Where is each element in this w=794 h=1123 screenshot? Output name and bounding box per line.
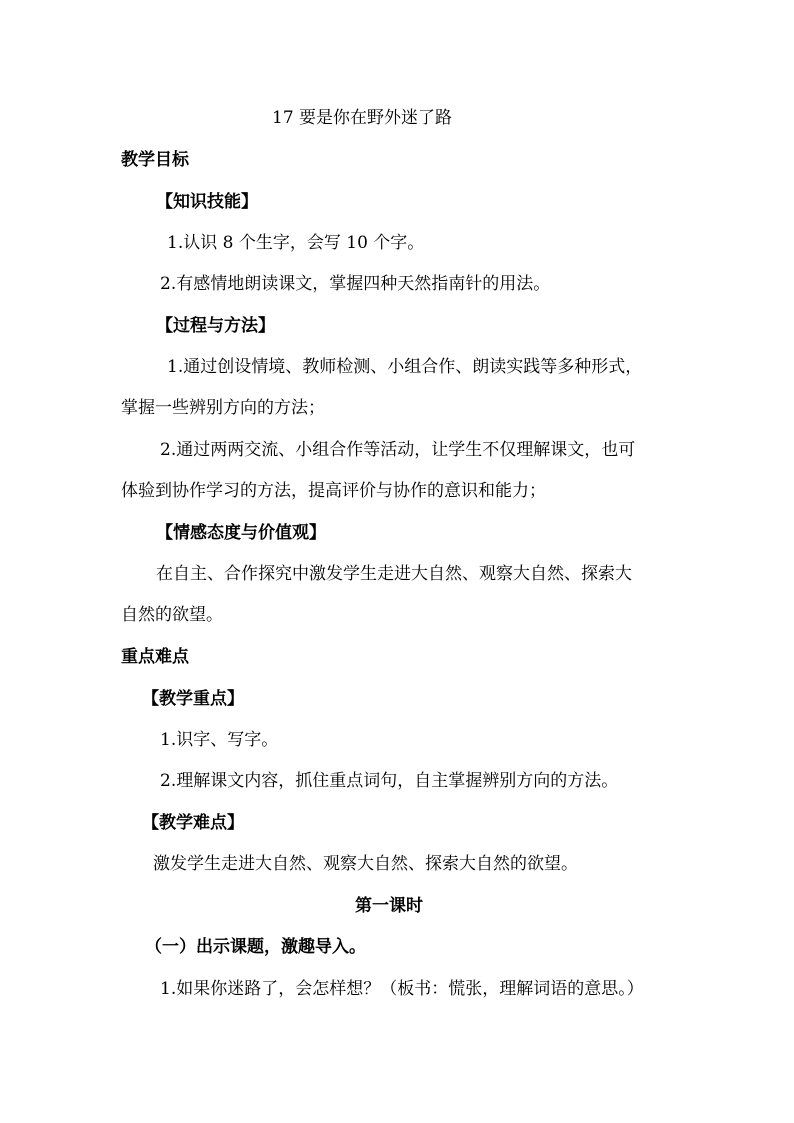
focus-item-2: 2.理解课文内容，抓住重点词句，自主掌握辨别方向的方法。 (160, 771, 619, 791)
subheading-process: 【过程与方法】 (156, 316, 275, 336)
lesson-step-1-heading: （一）出示课题，激趣导入。 (145, 937, 366, 957)
emotion-line-2: 自然的欲望。 (121, 605, 223, 625)
section-heading-objectives: 教学目标 (121, 150, 189, 170)
process-item-1-line-2: 掌握一些辨别方向的方法； (121, 398, 325, 418)
process-item-2-line-2: 体验到协作学习的方法，提高评价与协作的意识和能力； (121, 481, 546, 501)
subheading-focus: 【教学重点】 (142, 689, 244, 709)
page-title: 17 要是你在野外迷了路 (272, 108, 453, 128)
subheading-emotion: 【情感态度与价值观】 (156, 523, 326, 543)
section-heading-keypoints: 重点难点 (121, 647, 189, 667)
subheading-knowledge: 【知识技能】 (156, 192, 258, 212)
process-item-1-line-1: 1.通过创设情境、教师检测、小组合作、朗读实践等多种形式， (167, 357, 643, 377)
knowledge-item-2: 2.有感情地朗读课文，掌握四种天然指南针的用法。 (160, 274, 551, 294)
lesson-heading: 第一课时 (355, 896, 423, 916)
focus-item-1: 1.识字、写字。 (160, 730, 279, 750)
lesson-step-1-item-1: 1.如果你迷路了，会怎样想？（板书：慌张，理解词语的意思。） (160, 979, 644, 999)
subheading-difficulty: 【教学难点】 (142, 813, 244, 833)
knowledge-item-1: 1.认识 8 个生字，会写 10 个字。 (167, 233, 425, 253)
process-item-2-line-1: 2.通过两两交流、小组合作等活动，让学生不仅理解课文，也可 (160, 440, 636, 460)
difficulty-text: 激发学生走进大自然、观察大自然、探索大自然的欲望。 (153, 854, 578, 874)
emotion-line-1: 在自主、合作探究中激发学生走进大自然、观察大自然、探索大 (156, 564, 632, 584)
